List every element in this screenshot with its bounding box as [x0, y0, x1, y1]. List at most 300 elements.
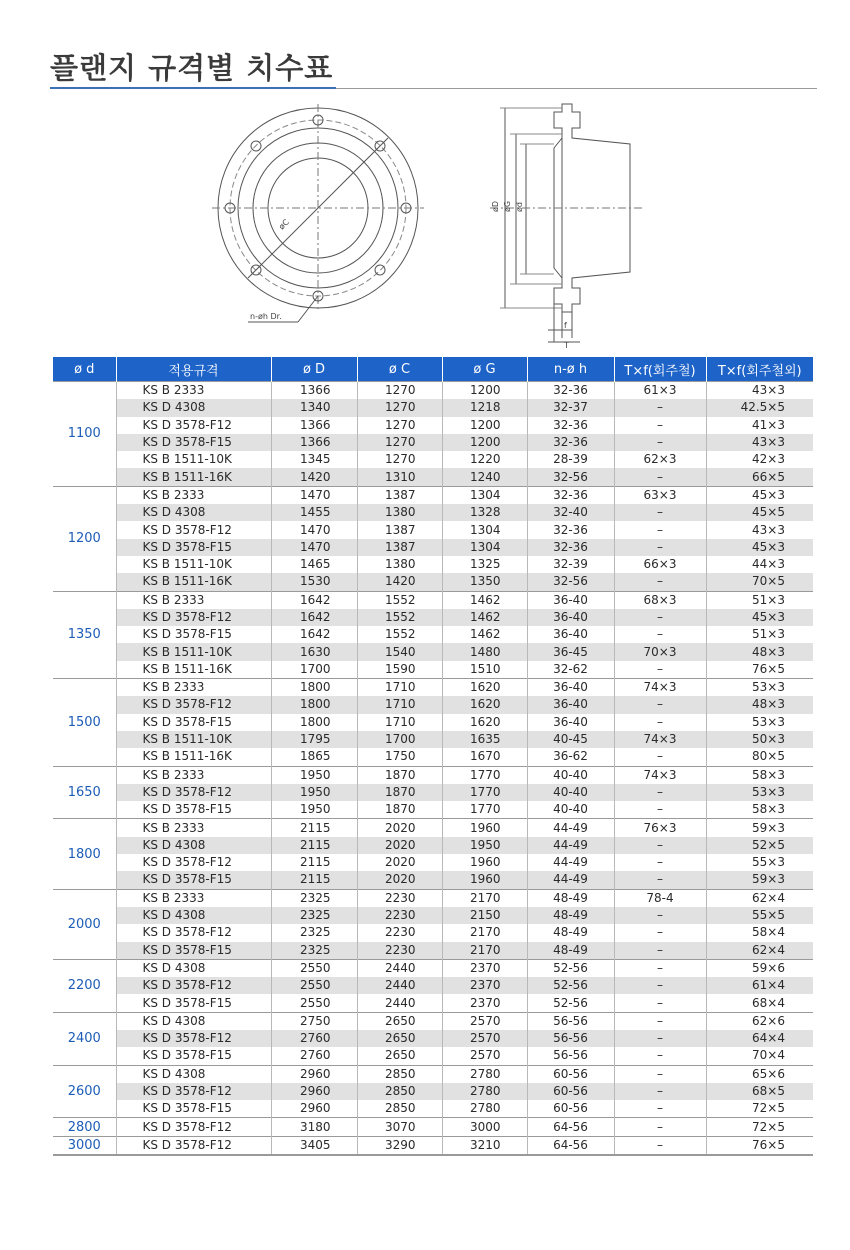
txf-other-cell: 68×4: [752, 995, 785, 1010]
txf-gray-iron-cell: –: [614, 417, 706, 434]
table-row: [53, 468, 813, 486]
txf-gray-iron-cell: 68×3: [614, 591, 706, 609]
od-outer-cell: 2115: [271, 871, 357, 889]
txf-gray-iron-cell: –: [614, 504, 706, 521]
table-row: [53, 434, 813, 451]
oc-cell: 1710: [357, 696, 442, 713]
oc-cell: 1380: [357, 556, 442, 573]
od-outer-cell: 2325: [271, 924, 357, 941]
og-cell: 2170: [442, 889, 527, 907]
txf-other-cell: 55×5: [706, 907, 813, 924]
group-diameter-cell: 3000: [53, 1136, 116, 1155]
txf-gray-iron-cell: 74×3: [614, 731, 706, 748]
txf-other-cell: 62×6: [706, 1012, 813, 1030]
standard-cell: KS D 3578-F12: [116, 977, 271, 994]
flange-spec-table: [53, 357, 813, 1156]
txf-other-cell: 48×3: [706, 696, 813, 713]
table-row: [53, 1118, 813, 1136]
n-oh-cell: 64-56: [527, 1118, 614, 1136]
table-row: [53, 871, 813, 889]
txf-gray-iron-cell: –: [614, 626, 706, 643]
txf-gray-iron-cell: 74×3: [614, 766, 706, 784]
og-cell: 2170: [442, 942, 527, 960]
og-cell: 1620: [442, 679, 527, 697]
standard-cell: KS B 2333: [116, 679, 271, 697]
n-oh-cell: 28-39: [527, 451, 614, 468]
standard-cell: KS B 2333: [116, 819, 271, 837]
table-row: [53, 1136, 813, 1155]
table-header-row: [53, 357, 813, 382]
txf-gray-iron-cell: –: [614, 1136, 706, 1155]
standard-cell: KS D 3578-F12: [116, 696, 271, 713]
n-oh-cell: 32-62: [527, 661, 614, 679]
og-cell: 1200: [442, 382, 527, 400]
n-oh-cell: 44-49: [527, 837, 614, 854]
txf-other-cell: 43×3: [706, 382, 813, 400]
txf-gray-iron-cell: –: [614, 977, 706, 994]
table-row: [53, 801, 813, 819]
standard-cell: KS D 3578-F12: [116, 609, 271, 626]
table-row: [53, 784, 813, 801]
txf-other-cell: 70×4: [752, 1048, 785, 1063]
group-diameter-cell: 2200: [53, 959, 116, 1012]
od-outer-cell: 1366: [271, 417, 357, 434]
standard-cell: KS D 3578-F15: [116, 994, 271, 1012]
oc-cell: 1387: [357, 521, 442, 538]
txf-gray-iron-cell: –: [614, 1012, 706, 1030]
txf-gray-iron-cell: –: [614, 468, 706, 486]
table-row: [53, 451, 813, 468]
n-oh-cell: 32-56: [527, 468, 614, 486]
od-outer-cell: 1642: [271, 591, 357, 609]
label-od-outer: øD: [491, 200, 500, 212]
og-cell: 2780: [442, 1083, 527, 1100]
txf-gray-iron-cell: –: [614, 871, 706, 889]
standard-cell: KS D 3578-F12: [116, 924, 271, 941]
n-oh-cell: 44-49: [527, 871, 614, 889]
txf-other-cell: 42×3: [752, 452, 785, 467]
od-outer-cell: 1642: [271, 609, 357, 626]
od-outer-cell: 2960: [271, 1065, 357, 1083]
txf-other-cell: 80×5: [752, 749, 785, 764]
table-row: [53, 679, 813, 697]
label-t: T: [564, 341, 569, 350]
table-row: [53, 417, 813, 434]
table-row: [53, 1030, 813, 1047]
oc-cell: 2020: [357, 871, 442, 889]
group-diameter-cell: 1100: [53, 382, 116, 487]
standard-cell: KS D 4308: [116, 399, 271, 416]
od-outer-cell: 2325: [271, 889, 357, 907]
standard-cell: KS D 3578-F12: [116, 1030, 271, 1047]
table-body: [53, 382, 813, 1156]
table-row: [53, 504, 813, 521]
og-cell: 1200: [442, 434, 527, 451]
od-outer-cell: 1800: [271, 679, 357, 697]
txf-gray-iron-cell: –: [614, 801, 706, 819]
n-oh-cell: 48-49: [527, 907, 614, 924]
n-oh-cell: 32-36: [527, 539, 614, 556]
txf-gray-iron-cell: –: [614, 837, 706, 854]
og-cell: 1620: [442, 714, 527, 731]
n-oh-cell: 44-49: [527, 819, 614, 837]
standard-cell: KS B 2333: [116, 889, 271, 907]
txf-other-cell: 76×5: [706, 1136, 813, 1155]
oc-cell: 1387: [357, 539, 442, 556]
oc-cell: 1387: [357, 486, 442, 504]
og-cell: 1328: [442, 504, 527, 521]
txf-gray-iron-cell: –: [614, 573, 706, 591]
standard-cell: KS B 1511-16K: [116, 748, 271, 766]
oc-cell: 2850: [357, 1083, 442, 1100]
oc-cell: 1552: [357, 626, 442, 643]
oc-cell: 2230: [357, 942, 442, 960]
txf-other-cell: 76×5: [752, 661, 785, 676]
txf-other-cell: 59×3: [706, 819, 813, 837]
od-outer-cell: 1630: [271, 643, 357, 660]
label-bolt-holes: n-øh Dr.: [250, 312, 282, 321]
txf-gray-iron-cell: –: [614, 748, 706, 766]
txf-other-cell: 43×3: [706, 434, 813, 451]
od-outer-cell: 3180: [271, 1118, 357, 1136]
n-oh-cell: 56-56: [527, 1047, 614, 1065]
txf-other-cell: 51×3: [706, 591, 813, 609]
txf-gray-iron-cell: –: [614, 907, 706, 924]
n-oh-cell: 48-49: [527, 942, 614, 960]
od-outer-cell: 1366: [271, 434, 357, 451]
txf-gray-iron-cell: –: [614, 924, 706, 941]
oc-cell: 2230: [357, 889, 442, 907]
header-od: ø d: [53, 357, 116, 382]
txf-other-cell: 62×4: [706, 942, 813, 960]
og-cell: 2570: [442, 1012, 527, 1030]
standard-cell: KS D 3578-F12: [116, 854, 271, 871]
oc-cell: 1310: [357, 468, 442, 486]
og-cell: 1770: [442, 801, 527, 819]
txf-gray-iron-cell: –: [614, 399, 706, 416]
txf-gray-iron-cell: –: [614, 1047, 706, 1065]
og-cell: 1462: [442, 591, 527, 609]
txf-other-cell: 45×5: [706, 504, 813, 521]
table-row: [53, 924, 813, 941]
table-row: [53, 959, 813, 977]
txf-other-cell: 58×3: [752, 802, 785, 817]
og-cell: 2780: [442, 1100, 527, 1118]
oc-cell: 1870: [357, 801, 442, 819]
table-row: [53, 1012, 813, 1030]
oc-cell: 2850: [357, 1065, 442, 1083]
standard-cell: KS D 4308: [116, 504, 271, 521]
og-cell: 1480: [442, 643, 527, 660]
group-diameter-cell: 2000: [53, 889, 116, 959]
n-oh-cell: 36-40: [527, 679, 614, 697]
standard-cell: KS D 3578-F15: [116, 1100, 271, 1118]
od-outer-cell: 1345: [271, 451, 357, 468]
standard-cell: KS D 3578-F15: [116, 434, 271, 451]
group-diameter-cell: 1350: [53, 591, 116, 678]
og-cell: 1218: [442, 399, 527, 416]
n-oh-cell: 40-40: [527, 766, 614, 784]
od-outer-cell: 2550: [271, 959, 357, 977]
flange-front-view: [212, 104, 424, 322]
od-outer-cell: 1340: [271, 399, 357, 416]
table-row: [53, 837, 813, 854]
oc-cell: 1710: [357, 714, 442, 731]
txf-gray-iron-cell: –: [614, 994, 706, 1012]
header-oD-outer: ø D: [271, 357, 357, 382]
txf-gray-iron-cell: –: [614, 539, 706, 556]
page-title: 플랜지 규격별 치수표: [50, 51, 334, 85]
og-cell: 1200: [442, 417, 527, 434]
oc-cell: 1270: [357, 451, 442, 468]
oc-cell: 1270: [357, 434, 442, 451]
oc-cell: 2230: [357, 924, 442, 941]
oc-cell: 1870: [357, 766, 442, 784]
standard-cell: KS B 2333: [116, 766, 271, 784]
txf-gray-iron-cell: 76×3: [614, 819, 706, 837]
oc-cell: 3070: [357, 1118, 442, 1136]
oc-cell: 1380: [357, 504, 442, 521]
og-cell: 1510: [442, 661, 527, 679]
n-oh-cell: 36-40: [527, 714, 614, 731]
table-row: [53, 643, 813, 660]
od-outer-cell: 2960: [271, 1100, 357, 1118]
standard-cell: KS D 3578-F15: [116, 1047, 271, 1065]
table-row: [53, 626, 813, 643]
oc-cell: 1270: [357, 382, 442, 400]
standard-cell: KS D 3578-F12: [116, 1083, 271, 1100]
txf-other-cell: 64×4: [706, 1030, 813, 1047]
og-cell: 1770: [442, 784, 527, 801]
txf-gray-iron-cell: –: [614, 1065, 706, 1083]
table-row: [53, 399, 813, 416]
oc-cell: 1590: [357, 661, 442, 679]
oc-cell: 1552: [357, 609, 442, 626]
oc-cell: 2650: [357, 1030, 442, 1047]
txf-gray-iron-cell: 70×3: [614, 643, 706, 660]
txf-gray-iron-cell: –: [614, 1118, 706, 1136]
oc-cell: 2650: [357, 1047, 442, 1065]
n-oh-cell: 48-49: [527, 889, 614, 907]
n-oh-cell: 32-37: [527, 399, 614, 416]
od-outer-cell: 1950: [271, 766, 357, 784]
og-cell: 2570: [442, 1030, 527, 1047]
standard-cell: KS B 1511-16K: [116, 661, 271, 679]
oc-cell: 2440: [357, 994, 442, 1012]
n-oh-cell: 48-49: [527, 924, 614, 941]
group-diameter-cell: 2400: [53, 1012, 116, 1065]
standard-cell: KS D 3578-F15: [116, 539, 271, 556]
oc-cell: 2230: [357, 907, 442, 924]
od-outer-cell: 1950: [271, 801, 357, 819]
txf-other-cell: 44×3: [752, 557, 785, 572]
txf-gray-iron-cell: –: [614, 434, 706, 451]
standard-cell: KS B 2333: [116, 382, 271, 400]
txf-gray-iron-cell: –: [614, 1100, 706, 1118]
table-row: [53, 907, 813, 924]
n-oh-cell: 64-56: [527, 1136, 614, 1155]
n-oh-cell: 32-36: [527, 417, 614, 434]
txf-gray-iron-cell: –: [614, 714, 706, 731]
standard-cell: KS D 3578-F12: [116, 784, 271, 801]
txf-gray-iron-cell: –: [614, 784, 706, 801]
txf-other-cell: 62×4: [706, 889, 813, 907]
standard-cell: KS D 4308: [116, 1065, 271, 1083]
n-oh-cell: 40-40: [527, 784, 614, 801]
txf-gray-iron-cell: 74×3: [614, 679, 706, 697]
txf-other-cell: 58×4: [752, 925, 785, 940]
txf-other-cell: 65×6: [706, 1065, 813, 1083]
standard-cell: KS B 2333: [116, 486, 271, 504]
table-row: [53, 819, 813, 837]
n-oh-cell: 32-36: [527, 434, 614, 451]
txf-other-cell: 66×5: [706, 468, 813, 486]
od-outer-cell: 2115: [271, 819, 357, 837]
standard-cell: KS B 1511-16K: [116, 468, 271, 486]
oc-cell: 2020: [357, 837, 442, 854]
group-diameter-cell: 1650: [53, 766, 116, 819]
og-cell: 3210: [442, 1136, 527, 1155]
standard-cell: KS B 1511-10K: [116, 643, 271, 660]
n-oh-cell: 60-56: [527, 1083, 614, 1100]
oc-cell: 1270: [357, 399, 442, 416]
oc-cell: 2020: [357, 819, 442, 837]
od-outer-cell: 1455: [271, 504, 357, 521]
n-oh-cell: 32-39: [527, 556, 614, 573]
og-cell: 2780: [442, 1065, 527, 1083]
txf-other-cell: 45×3: [706, 609, 813, 626]
n-oh-cell: 60-56: [527, 1065, 614, 1083]
n-oh-cell: 32-36: [527, 521, 614, 538]
label-og: øG: [503, 200, 512, 212]
txf-other-cell: 53×3: [752, 714, 785, 729]
og-cell: 1620: [442, 696, 527, 713]
txf-other-cell: 52×5: [706, 837, 813, 854]
header-standard: 적용규격: [116, 357, 271, 382]
og-cell: 1462: [442, 609, 527, 626]
label-od-inner: ød: [515, 202, 524, 212]
oc-cell: 1552: [357, 591, 442, 609]
od-outer-cell: 2760: [271, 1030, 357, 1047]
txf-gray-iron-cell: –: [614, 942, 706, 960]
od-outer-cell: 1800: [271, 696, 357, 713]
header-oc: ø C: [357, 357, 442, 382]
group-diameter-cell: 1200: [53, 486, 116, 591]
og-cell: 1670: [442, 748, 527, 766]
standard-cell: KS B 1511-16K: [116, 573, 271, 591]
od-outer-cell: 1470: [271, 486, 357, 504]
od-outer-cell: 2115: [271, 837, 357, 854]
og-cell: 1770: [442, 766, 527, 784]
og-cell: 1220: [442, 451, 527, 468]
od-outer-cell: 1700: [271, 661, 357, 679]
od-outer-cell: 2325: [271, 942, 357, 960]
n-oh-cell: 32-36: [527, 382, 614, 400]
txf-other-cell: 59×6: [706, 959, 813, 977]
oc-cell: 1700: [357, 731, 442, 748]
standard-cell: KS D 3578-F12: [116, 521, 271, 538]
standard-cell: KS D 3578-F12: [116, 417, 271, 434]
og-cell: 2370: [442, 994, 527, 1012]
table-row: [53, 573, 813, 591]
standard-cell: KS B 1511-10K: [116, 731, 271, 748]
n-oh-cell: 56-56: [527, 1030, 614, 1047]
table-row: [53, 1065, 813, 1083]
standard-cell: KS B 1511-10K: [116, 556, 271, 573]
n-oh-cell: 32-56: [527, 573, 614, 591]
group-diameter-cell: 1800: [53, 819, 116, 889]
txf-gray-iron-cell: –: [614, 1030, 706, 1047]
table-row: [53, 591, 813, 609]
txf-gray-iron-cell: 62×3: [614, 451, 706, 468]
oc-cell: 1710: [357, 679, 442, 697]
n-oh-cell: 56-56: [527, 1012, 614, 1030]
table-row: [53, 1047, 813, 1065]
group-diameter-cell: 2800: [53, 1118, 116, 1136]
standard-cell: KS B 2333: [116, 591, 271, 609]
table-row: [53, 556, 813, 573]
standard-cell: KS D 4308: [116, 837, 271, 854]
table-row: [53, 1083, 813, 1100]
og-cell: 1240: [442, 468, 527, 486]
txf-other-cell: 61×4: [706, 977, 813, 994]
txf-gray-iron-cell: 61×3: [614, 382, 706, 400]
table-row: [53, 696, 813, 713]
table-row: [53, 609, 813, 626]
standard-cell: KS D 3578-F15: [116, 871, 271, 889]
og-cell: 3000: [442, 1118, 527, 1136]
txf-other-cell: 45×3: [706, 486, 813, 504]
txf-other-cell: 55×3: [752, 855, 785, 870]
oc-cell: 2440: [357, 977, 442, 994]
og-cell: 1304: [442, 486, 527, 504]
og-cell: 1960: [442, 819, 527, 837]
n-oh-cell: 36-40: [527, 696, 614, 713]
od-outer-cell: 2550: [271, 977, 357, 994]
table-row: [53, 854, 813, 871]
standard-cell: KS D 3578-F15: [116, 801, 271, 819]
txf-other-cell: 48×3: [706, 643, 813, 660]
txf-other-cell: 45×3: [706, 539, 813, 556]
header-txf-other: T×f(회주철외): [706, 357, 813, 382]
od-outer-cell: 2750: [271, 1012, 357, 1030]
table-row: [53, 731, 813, 748]
oc-cell: 2020: [357, 854, 442, 871]
txf-other-cell: 43×3: [752, 522, 785, 537]
n-oh-cell: 32-40: [527, 504, 614, 521]
table-row: [53, 977, 813, 994]
header-txf-gray-iron: T×f(회주철): [614, 357, 706, 382]
oc-cell: 1750: [357, 748, 442, 766]
txf-gray-iron-cell: –: [614, 1083, 706, 1100]
table-row: [53, 539, 813, 556]
n-oh-cell: 36-45: [527, 643, 614, 660]
n-oh-cell: 52-56: [527, 977, 614, 994]
oc-cell: 2440: [357, 959, 442, 977]
txf-other-cell: 41×3: [752, 417, 785, 432]
standard-cell: KS D 4308: [116, 907, 271, 924]
txf-other-cell: 70×5: [706, 573, 813, 591]
txf-other-cell: 59×3: [706, 871, 813, 889]
table-row: [53, 994, 813, 1012]
od-outer-cell: 1470: [271, 539, 357, 556]
table-row: [53, 661, 813, 679]
group-diameter-cell: 2600: [53, 1065, 116, 1118]
txf-gray-iron-cell: –: [614, 854, 706, 871]
table-row: [53, 748, 813, 766]
od-outer-cell: 1865: [271, 748, 357, 766]
label-f: f: [564, 321, 567, 330]
